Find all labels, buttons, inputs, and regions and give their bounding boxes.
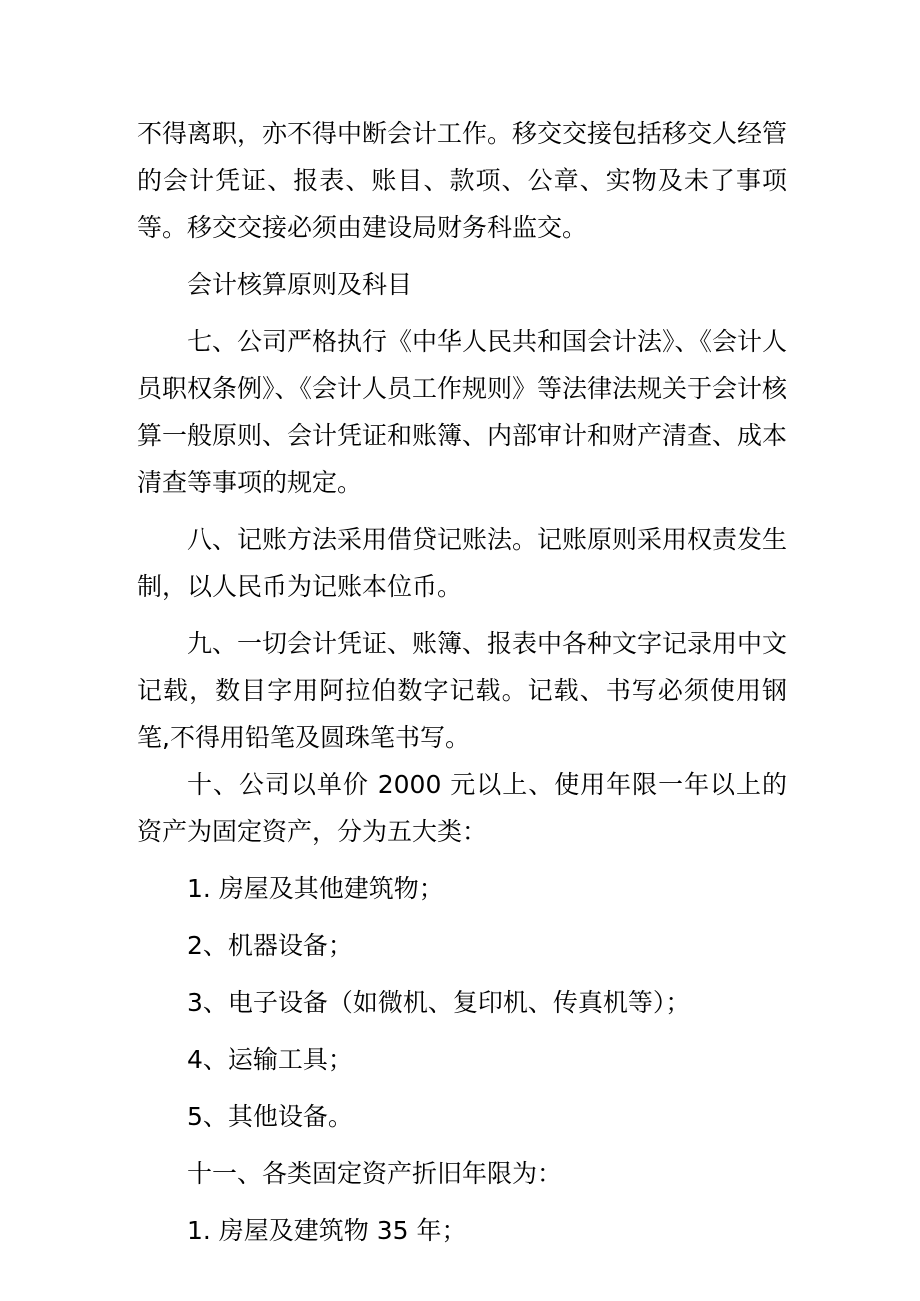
list-item-transport: 4、运输工具；: [187, 1045, 353, 1074]
paragraph-article-10: 十、公司以单价 2000 元以上、使用年限一年以上的资产为固定资产，分为五大类：: [137, 770, 787, 846]
paragraph-article-11: 十一、各类固定资产折旧年限为：: [187, 1159, 563, 1188]
list-item-other-equipment: 5、其他设备。: [187, 1102, 353, 1131]
document-page: [137, 110, 787, 1254]
list-item-machinery: 2、机器设备；: [187, 931, 353, 960]
paragraph-article-9: 九、一切会计凭证、账簿、报表中各种文字记录用中文记载，数目字用阿拉伯数字记载。记载、书写必须使用钢笔,不得用铅笔及圆珠笔书写。: [137, 629, 788, 752]
list-item-depreciation-buildings: 1. 房屋及建筑物 35 年；: [187, 1216, 467, 1245]
section-heading-accounting-principles: 会计核算原则及科目: [187, 270, 413, 299]
list-item-electronics: 3、电子设备（如微机、复印机、传真机等）；: [187, 988, 691, 1017]
paragraph-article-8: 八、记账方法采用借贷记账法。记账原则采用权责发生制，以人民币为记账本位币。: [137, 525, 788, 601]
paragraph-handover-continued: 不得离职，亦不得中断会计工作。移交交接包括移交人经管的会计凭证、报表、账目、款项、公章、实物及未了事项等。移交交接必须由建设局财务科监交。: [137, 119, 788, 242]
list-item-buildings: 1. 房屋及其他建筑物；: [187, 874, 444, 903]
paragraph-article-7: 七、公司严格执行《中华人民共和国会计法》、《会计人员职权条例》、《会计人员工作规则》等法律法规关于会计核算一般原则、会计凭证和账簿、内部审计和财产清查、成本清查等事项的规定。: [137, 327, 788, 497]
